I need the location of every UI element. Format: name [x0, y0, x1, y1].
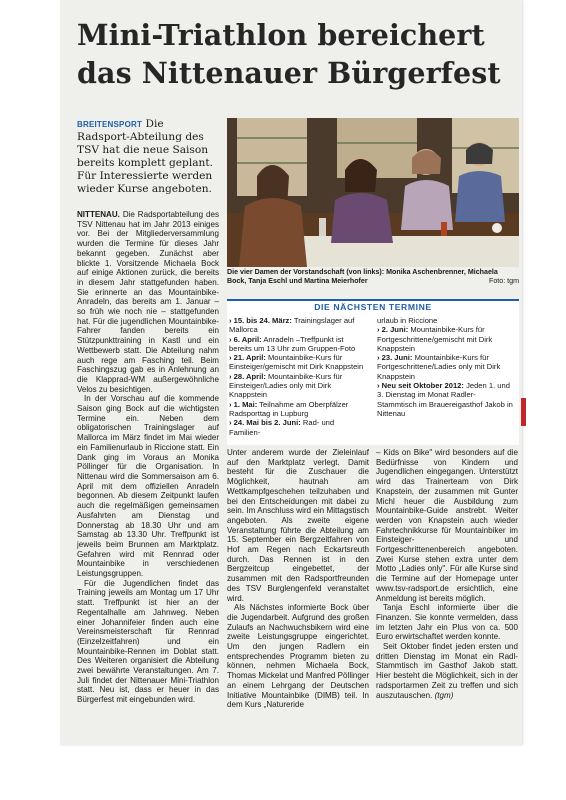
column-3 [227, 448, 369, 710]
termine-item: › 6. April: Anradeln –Treffpunkt ist bereits um 13 Uhr zum Gruppen-Foto [229, 334, 356, 353]
termine-box [227, 299, 519, 445]
red-edge-mark [521, 398, 526, 426]
termine-left-column [229, 316, 367, 437]
caption-text: Die vier Damen der Vorstandschaft (von links): Monika Aschenbrenner, Michaela Bock, Tanja Eschl und Martina Meierhofer [227, 268, 498, 285]
photo-caption [227, 268, 519, 286]
dateline: NITTENAU. [77, 210, 120, 219]
termine-item: urlaub in Riccione [377, 316, 438, 325]
column-1-paragraph: In der Vorschau auf die kommende Saison ging Bock auf die wichtigsten Termine ein. Neben dem obligatorischen Trainingslager auf Mallorca im März findet im Mai wieder ein Familienurlaub in Riccione statt. Ein Dank ging im Voraus an Monika Pöllinger für die Organisation. In Nittenau wird die Sommersaison am 6. April mit dem offiziellen Anradeln begonnen. Ab diesem Zeitpunkt laufen auch die regelmäßigen gemeinsamen Ausfahrten am Dienstag und Donnerstag ab 18.30 Uhr und am Samstag ab 13.30 Uhr. Treffpunkt ist jeweils beim Brunnen am Marktplatz. Gefahren wird mit Rennrad oder Mountainbike in verschiedenen Leistungsgruppen. [77, 394, 219, 579]
column-3-paragraph: Als Nächstes informierte Bock über die Jugendarbeit. Aufgrund des großen Zulaufs an Nachwuchsbikern wird eine zweite Leistungsgruppe eingerichtet. Um den jungen Radlern ein entsprechendes Programm bieten zu können, nehmen Michaela Bock, Thomas Mickelat und Manfred Pöllinger an einem Lehrgang der Deutschen Initiative Mountainbike (DIMB) teil. In dem Kurs „Natureride [227, 603, 369, 710]
lead-paragraph [77, 118, 219, 196]
termine-item: › 23. Juni: Mountainbike-Kurs für Fortgeschrittene/Ladies only mit Dirk Knappstein [377, 353, 501, 381]
termine-item: › Neu seit Oktober 2012: Jeden 1. und 3. Dienstag im Monat Radler-Stammtisch im Brauereigasthof Jakob in Nittenau [377, 381, 513, 418]
termine-title: DIE NÄCHSTEN TERMINE [314, 302, 432, 312]
termine-item: › 1. Mai: Teilnahme am Oberpfälzer Radsporttag in Lupburg [229, 399, 349, 418]
photo-credit: Foto: tgm [489, 277, 519, 285]
column-4-paragraph: Seit Oktober findet jeden ersten und dritten Dienstag im Monat ein Radl-Stammtisch im Gasthof Jakob statt. Hier besteht die Möglichkeit, sich in der radsportarmen Zeit zu treffen und sich auszutauschen. (tgm) [376, 642, 518, 700]
column-4-paragraph: – Kids on Bike" wird besonders auf die Bedürfnisse von Kindern und Jugendlichen eingegangen. Unterstützt wird das Trainerteam von Dirk Knapstein, der zusammen mit Gunter Michl heuer die Ausbildung zum Mountainbike-Guide anstrebt. Weiter werden von Knapstein auch wieder Fahrtechnikkurse für Mountainbiker im Einsteiger- und Fortgeschrittenenbereich angeboten. Zwei Kurse stehen extra unter dem Motto „Ladies only". Für alle Kurse sind die Termine auf der Homepage unter www.tsv-radsport.de ersichtlich, eine Anmeldung ist bereits möglich. [376, 448, 518, 603]
group-photo [227, 118, 519, 267]
author-signature: (tgm) [434, 690, 454, 700]
termine-item: › 24. Mai bis 2. Juni: Rad- und Familien- [229, 418, 335, 437]
column-1-text: Die Radsportabteilung des TSV Nittenau hat im Jahr 2013 einiges vor. Bei der Mitgliederversammlung wurden die Termine für dieses Jahr bekannt gegeben. Zunächst aber blickte 1. Vorsitzende Michaela Bock auf einige Aktionen zurück, die bereits in diesem Jahr stattgefunden haben. Sie erinnerte an das Mountainbike-Anradeln, das bereits am 1. Januar – so früh wie noch nie – stattgefunden hat. Für die jugendlichen Mountainbike-Fahrer fanden bereits ein Stützpunkttraining in Kastl und ein Wettbewerb statt. Die Abteilung nahm auch rege am Fasching teil. Beim Faschingszug gab es in Anlehnung an die Klapprad-WM außergewöhnliche Velos zu besichtigen. [77, 210, 219, 394]
headline: Mini-Triathlon bereichert das Nittenauer Bürgerfest [77, 18, 501, 90]
termine-item: › 2. Juni: Mountainbike-Kurs für Fortgeschrittene/gemischt mit Dirk Knappstein [377, 325, 493, 353]
column-4-paragraph: Tanja Eschl informierte über die Finanzen. Sie konnte vermelden, dass im letzten Jahr ein Plus von ca. 500 Euro erwirtschaftet werden konnte. [376, 603, 518, 642]
column-1-paragraph: Für die Jugendlichen findet das Training jeweils am Montag um 17 Uhr statt. Treffpunkt ist hier an der Regentalhalle am Jahnweg. Neben einer Johannifeier finden auch eine Vereinsmeisterschaft für Rennrad (Einzelzeitfahren) und ein Mountainbike-Rennen im Doblat statt. Des Weiteren organisiert die Abteilung zwei bewährte Veranstaltungen. Am 7. Juli findet der Nittenauer Mini-Triathlon statt. Neu ist, dass er heuer in das Bürgerfest mit eingebunden wird. [77, 578, 219, 705]
column-1-paragraph [77, 210, 219, 394]
photo-illustration [227, 118, 519, 267]
column-3-paragraph: Unter anderem wurde der Zieleinlauf auf den Marktplatz verlegt. Damit besteht für die Zuschauer die Möglichkeit, hautnah am Wettkampfgeschehen teilzuhaben und bei den Entscheidungen mit dabei zu sein. Im Anschluss wird ein Mittagstisch angeboten. Als zweite eigene Veranstaltung führte die Abteilung am 15. September ein Bergzeitfahren von Hof am Regen nach Eckartsreuth durch. Das Rennen ist in den Bergzeitcup eingebettet, der zusammen mit den Radsportfreunden des TSV Burglengenfeld veranstaltet wird. [227, 448, 369, 603]
rubric: BREITENSPORT [77, 120, 143, 129]
termine-right-column [377, 316, 515, 418]
column-1 [77, 210, 219, 705]
column-4 [376, 448, 518, 700]
termine-item: › 28. April: Mountainbike-Kurs für Einsteiger/Ladies only mit Dirk Knappstein [229, 371, 343, 400]
box-top-rule [227, 299, 519, 301]
termine-item: › 21. April: Mountainbike-Kurs für Einsteiger/gemischt mit Dirk Knappstein [229, 353, 364, 372]
termine-item: › 15. bis 24. März: Trainingslager auf Mallorca [229, 316, 355, 335]
lead-text: Die Radsport-Abteilung des TSV hat die neue Saison bereits komplett geplant. Für Interessierte werden wieder Kurse angeboten. [77, 118, 213, 195]
